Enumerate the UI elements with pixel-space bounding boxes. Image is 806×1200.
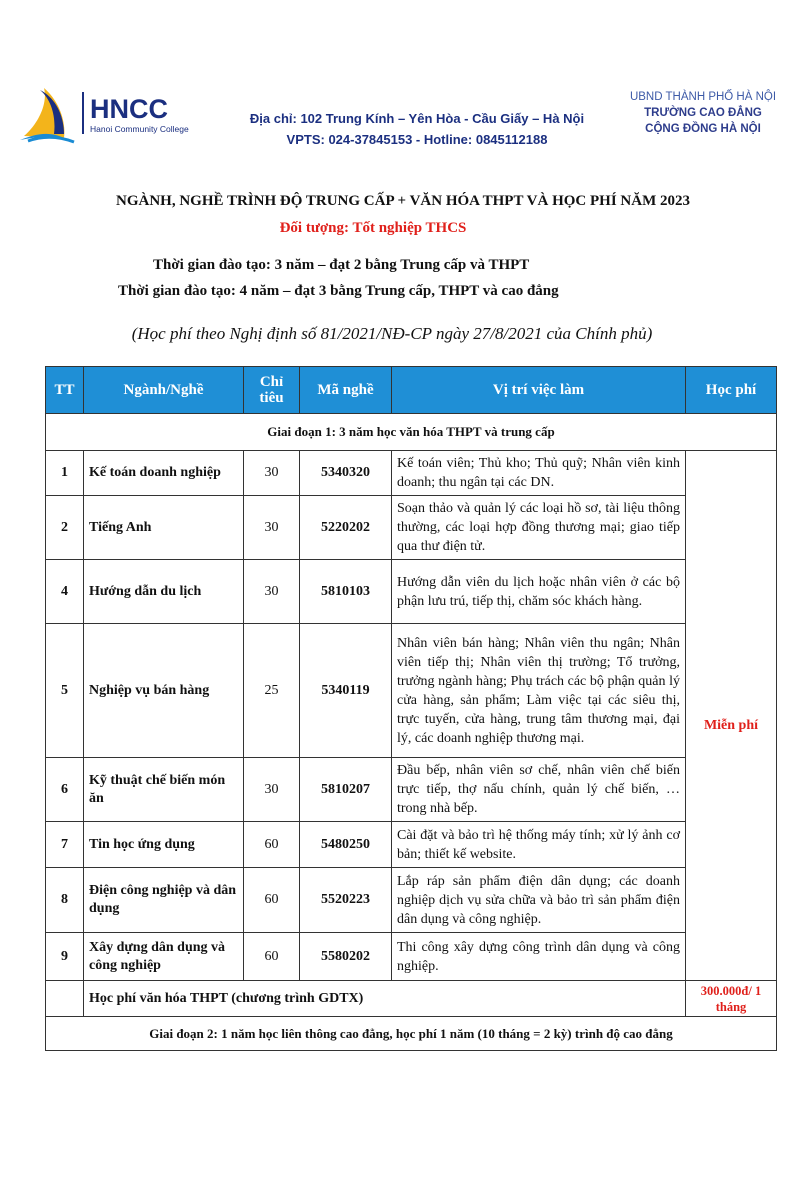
table-row [46,822,777,868]
row-tt: 6 [46,758,84,822]
row-tt: 7 [46,822,84,868]
phone-line: VPTS: 024-37845153 - Hotline: 0845112188 [286,132,548,147]
row-tt: 2 [46,496,84,560]
logo-wave [28,137,74,142]
row-tt: 9 [46,933,84,981]
row-quota: 30 [244,451,300,496]
logo-text: HNCC [90,94,168,124]
duration-3-years: Thời gian đào tạo: 3 năm – đạt 2 bằng Trung cấp và THPT [153,257,530,273]
org-line-1: UBND THÀNH PHỐ HÀ NỘI [629,91,777,103]
row-jobs: Lắp ráp sản phẩm điện dân dụng; các doanh nghiệp dịch vụ sửa chữa và bảo trì sản phẩm điện dân dụng và công nghiệp. [392,868,686,933]
row-quota: 30 [244,496,300,560]
row-jobs: Cài đặt và bảo trì hệ thống máy tính; xử lý ảnh cơ bản; thiết kế website. [392,822,686,868]
row-major: Hướng dẫn du lịch [84,560,244,624]
row-code: 5220202 [300,496,392,560]
row-quota: 30 [244,560,300,624]
stage-1-row [46,414,777,451]
row-quota: 30 [244,758,300,822]
row-code: 5810103 [300,560,392,624]
stage-1-label: Giai đoạn 1: 3 năm học văn hóa THPT và trung cấp [46,414,777,451]
row-major: Kỹ thuật chế biến món ăn [84,758,244,822]
row-quota: 25 [244,624,300,758]
row-major: Tin học ứng dụng [84,822,244,868]
table-row [46,624,777,758]
row-tt: 8 [46,868,84,933]
hncc-logo [18,84,208,144]
culture-fee-value-line-1: 300.000đ/ 1 [700,983,762,998]
row-jobs: Thi công xây dựng công trình dân dụng và công nghiệp. [392,933,686,981]
header-code: Mã nghề [300,367,392,414]
header-fee: Học phí [686,367,777,414]
row-code: 5340119 [300,624,392,758]
header-quota-line-2: tiêu [259,390,284,406]
row-code: 5810207 [300,758,392,822]
row-tt: 4 [46,560,84,624]
row-major: Xây dựng dân dụng và công nghiệp [84,933,244,981]
row-code: 5580202 [300,933,392,981]
table-row [46,496,777,560]
header-major: Ngành/Nghề [84,367,244,414]
table-row [46,560,777,624]
header-quota [244,367,300,414]
table-header-row [46,367,777,414]
table-row [46,868,777,933]
row-quota: 60 [244,822,300,868]
culture-fee-empty [46,981,84,1017]
culture-fee-label: Học phí văn hóa THPT (chương trình GDTX) [84,981,686,1017]
table-row [46,933,777,981]
logo-subtext: Hanoi Community College [90,124,189,134]
row-quota: 60 [244,933,300,981]
culture-fee-row [46,981,777,1017]
row-code: 5520223 [300,868,392,933]
school-address [222,108,612,150]
table-row [46,758,777,822]
row-major: Nghiệp vụ bán hàng [84,624,244,758]
document-title: NGÀNH, NGHỀ TRÌNH ĐỘ TRUNG CẤP + VĂN HÓA THPT VÀ HỌC PHÍ NĂM 2023 [115,193,691,209]
header-jobs: Vị trí việc làm [392,367,686,414]
row-major: Điện công nghiệp và dân dụng [84,868,244,933]
row-jobs: Soạn thảo và quản lý các loại hồ sơ, tài liệu thông thường, các loại hợp đồng thương mại; giao tiếp qua thư điện tử. [392,496,686,560]
row-code: 5340320 [300,451,392,496]
stage-2-row [46,1017,777,1051]
duration-4-years: Thời gian đào tạo: 4 năm – đạt 3 bằng Trung cấp, THPT và cao đẳng [118,283,559,299]
org-name [612,89,794,137]
row-jobs: Đầu bếp, nhân viên sơ chế, nhân viên chế biến trực tiếp, thợ nấu chính, quản lý chế biến, … trong nhà bếp. [392,758,686,822]
row-tt: 5 [46,624,84,758]
culture-fee-value [686,981,777,1017]
row-major: Kế toán doanh nghiệp [84,451,244,496]
row-tt: 1 [46,451,84,496]
target-audience: Đối tượng: Tốt nghiệp THCS [279,220,467,236]
header-quota-line-1: Chỉ [259,374,284,390]
row-major: Tiếng Anh [84,496,244,560]
fee-free: Miễn phí [686,451,777,981]
address-line: Địa chỉ: 102 Trung Kính – Yên Hòa - Cầu Giấy – Hà Nội [249,111,585,126]
fee-decree-note: (Học phí theo Nghị định số 81/2021/NĐ-CP ngày 27/8/2021 của Chính phủ) [131,324,653,343]
org-line-3: CỘNG ĐỒNG HÀ NỘI [645,123,761,135]
table-row [46,451,777,496]
row-jobs: Kế toán viên; Thủ kho; Thủ quỹ; Nhân viên kinh doanh; thu ngân tại các DN. [392,451,686,496]
row-quota: 60 [244,868,300,933]
culture-fee-value-line-2: tháng [715,999,747,1014]
majors-fee-table [45,366,777,1051]
row-code: 5480250 [300,822,392,868]
logo-divider [82,92,84,134]
header-tt: TT [46,367,84,414]
row-jobs: Nhân viên bán hàng; Nhân viên thu ngân; Nhân viên tiếp thị; Nhân viên thị trường; Tổ trưởng, trưởng ngành hàng; Phụ trách các bộ phận quản lý cửa hàng, sản phẩm; Làm việc tại các siêu thị, trực tuyến, cửa hàng, trung tâm thương mại, đại lý, các doanh nghiệp thương mại. [392,624,686,758]
stage-2-label: Giai đoạn 2: 1 năm học liên thông cao đẳng, học phí 1 năm (10 tháng = 2 kỳ) trình độ cao đẳng [46,1017,777,1051]
row-jobs: Hướng dẫn viên du lịch hoặc nhân viên ở các bộ phận lưu trú, tiếp thị, chăm sóc khách hàng. [392,560,686,624]
org-line-2: TRƯỜNG CAO ĐẲNG [644,107,762,119]
